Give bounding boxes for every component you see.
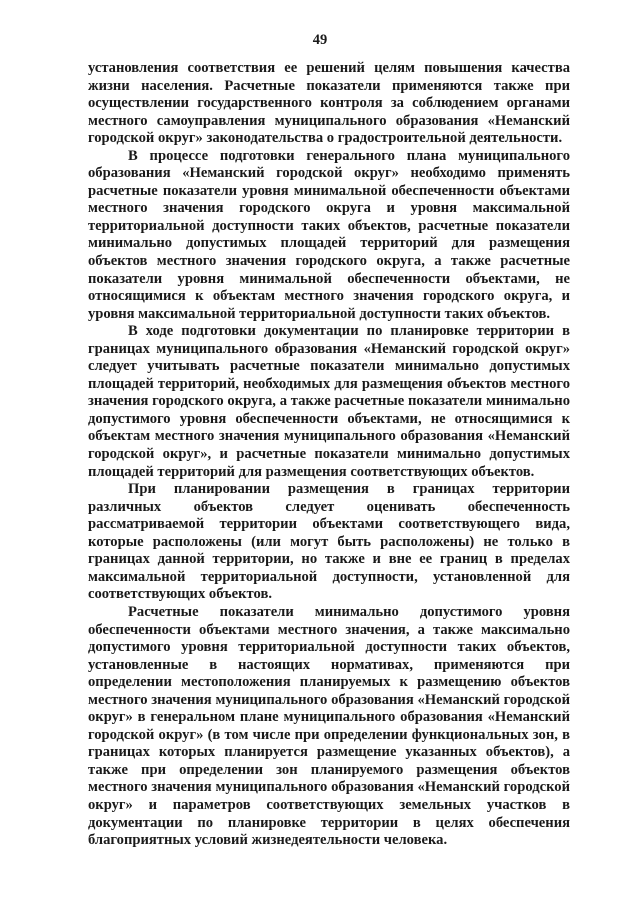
paragraph-3: В ходе подготовки документации по планировке территории в границах муниципального образования «Неманский городской округ» следует учитывать расчетные показатели минимально допустимых площадей территорий, необходимых для размещения объектов местного значения городского округа, а также расчетные показатели минимально допустимого уровня обеспеченности объектами, не относящимися к объектам местного значения муниципального образования «Неманский городской округ», и расчетные показатели минимально допустимых площадей территорий для размещения соответствующих объектов. [88, 323, 570, 480]
paragraph-1: установления соответствия ее решений целям повышения качества жизни населения. Расчетные показатели применяются также при осуществлении государственного контроля за соблюдением органами местного самоуправления муниципального образования «Неманский городской округ» законодательства о градостроительной деятельности. [88, 60, 570, 147]
document-body [88, 60, 570, 850]
paragraph-2: В процессе подготовки генерального плана муниципального образования «Неманский городской округ» необходимо применять расчетные показатели уровня минимальной обеспеченности объектами местного значения городского округа и уровня максимальной территориальной доступности таких объектов, расчетные показатели минимально допустимых площадей территорий для размещения объектов местного значения городского округа, а также расчетные показатели уровня минимальной обеспеченности объектами, не относящимися к объектам местного значения городского округа, и уровня максимальной территориальной доступности таких объектов. [88, 147, 570, 322]
page-number: 49 [312, 32, 328, 48]
paragraph-5: Расчетные показатели минимально допустимого уровня обеспеченности объектами местного значения, а также максимально допустимого уровня территориальной доступности таких объектов, установленные в настоящих нормативах, применяются при определении местоположения планируемых к размещению объектов местного значения муниципального образования «Неманский городской округ» в генеральном плане муниципального образования «Неманский городской округ» (в том числе при определении функциональных зон, в границах которых планируется размещение указанных объектов), а также при определении зон планируемого размещения объектов местного значения муниципального образования «Неманский городской округ» и параметров соответствующих земельных участков в документации по планировке территории в целях обеспечения благоприятных условий жизнедеятельности человека. [88, 603, 570, 849]
paragraph-4: При планировании размещения в границах территории различных объектов следует оценивать обеспеченность рассматриваемой территории объектами соответствующего вида, которые расположены (или могут быть расположены) не только в границах данной территории, но также и вне ее границ в пределах максимальной территориальной доступности, установленной для соответствующих объектов. [88, 481, 570, 603]
